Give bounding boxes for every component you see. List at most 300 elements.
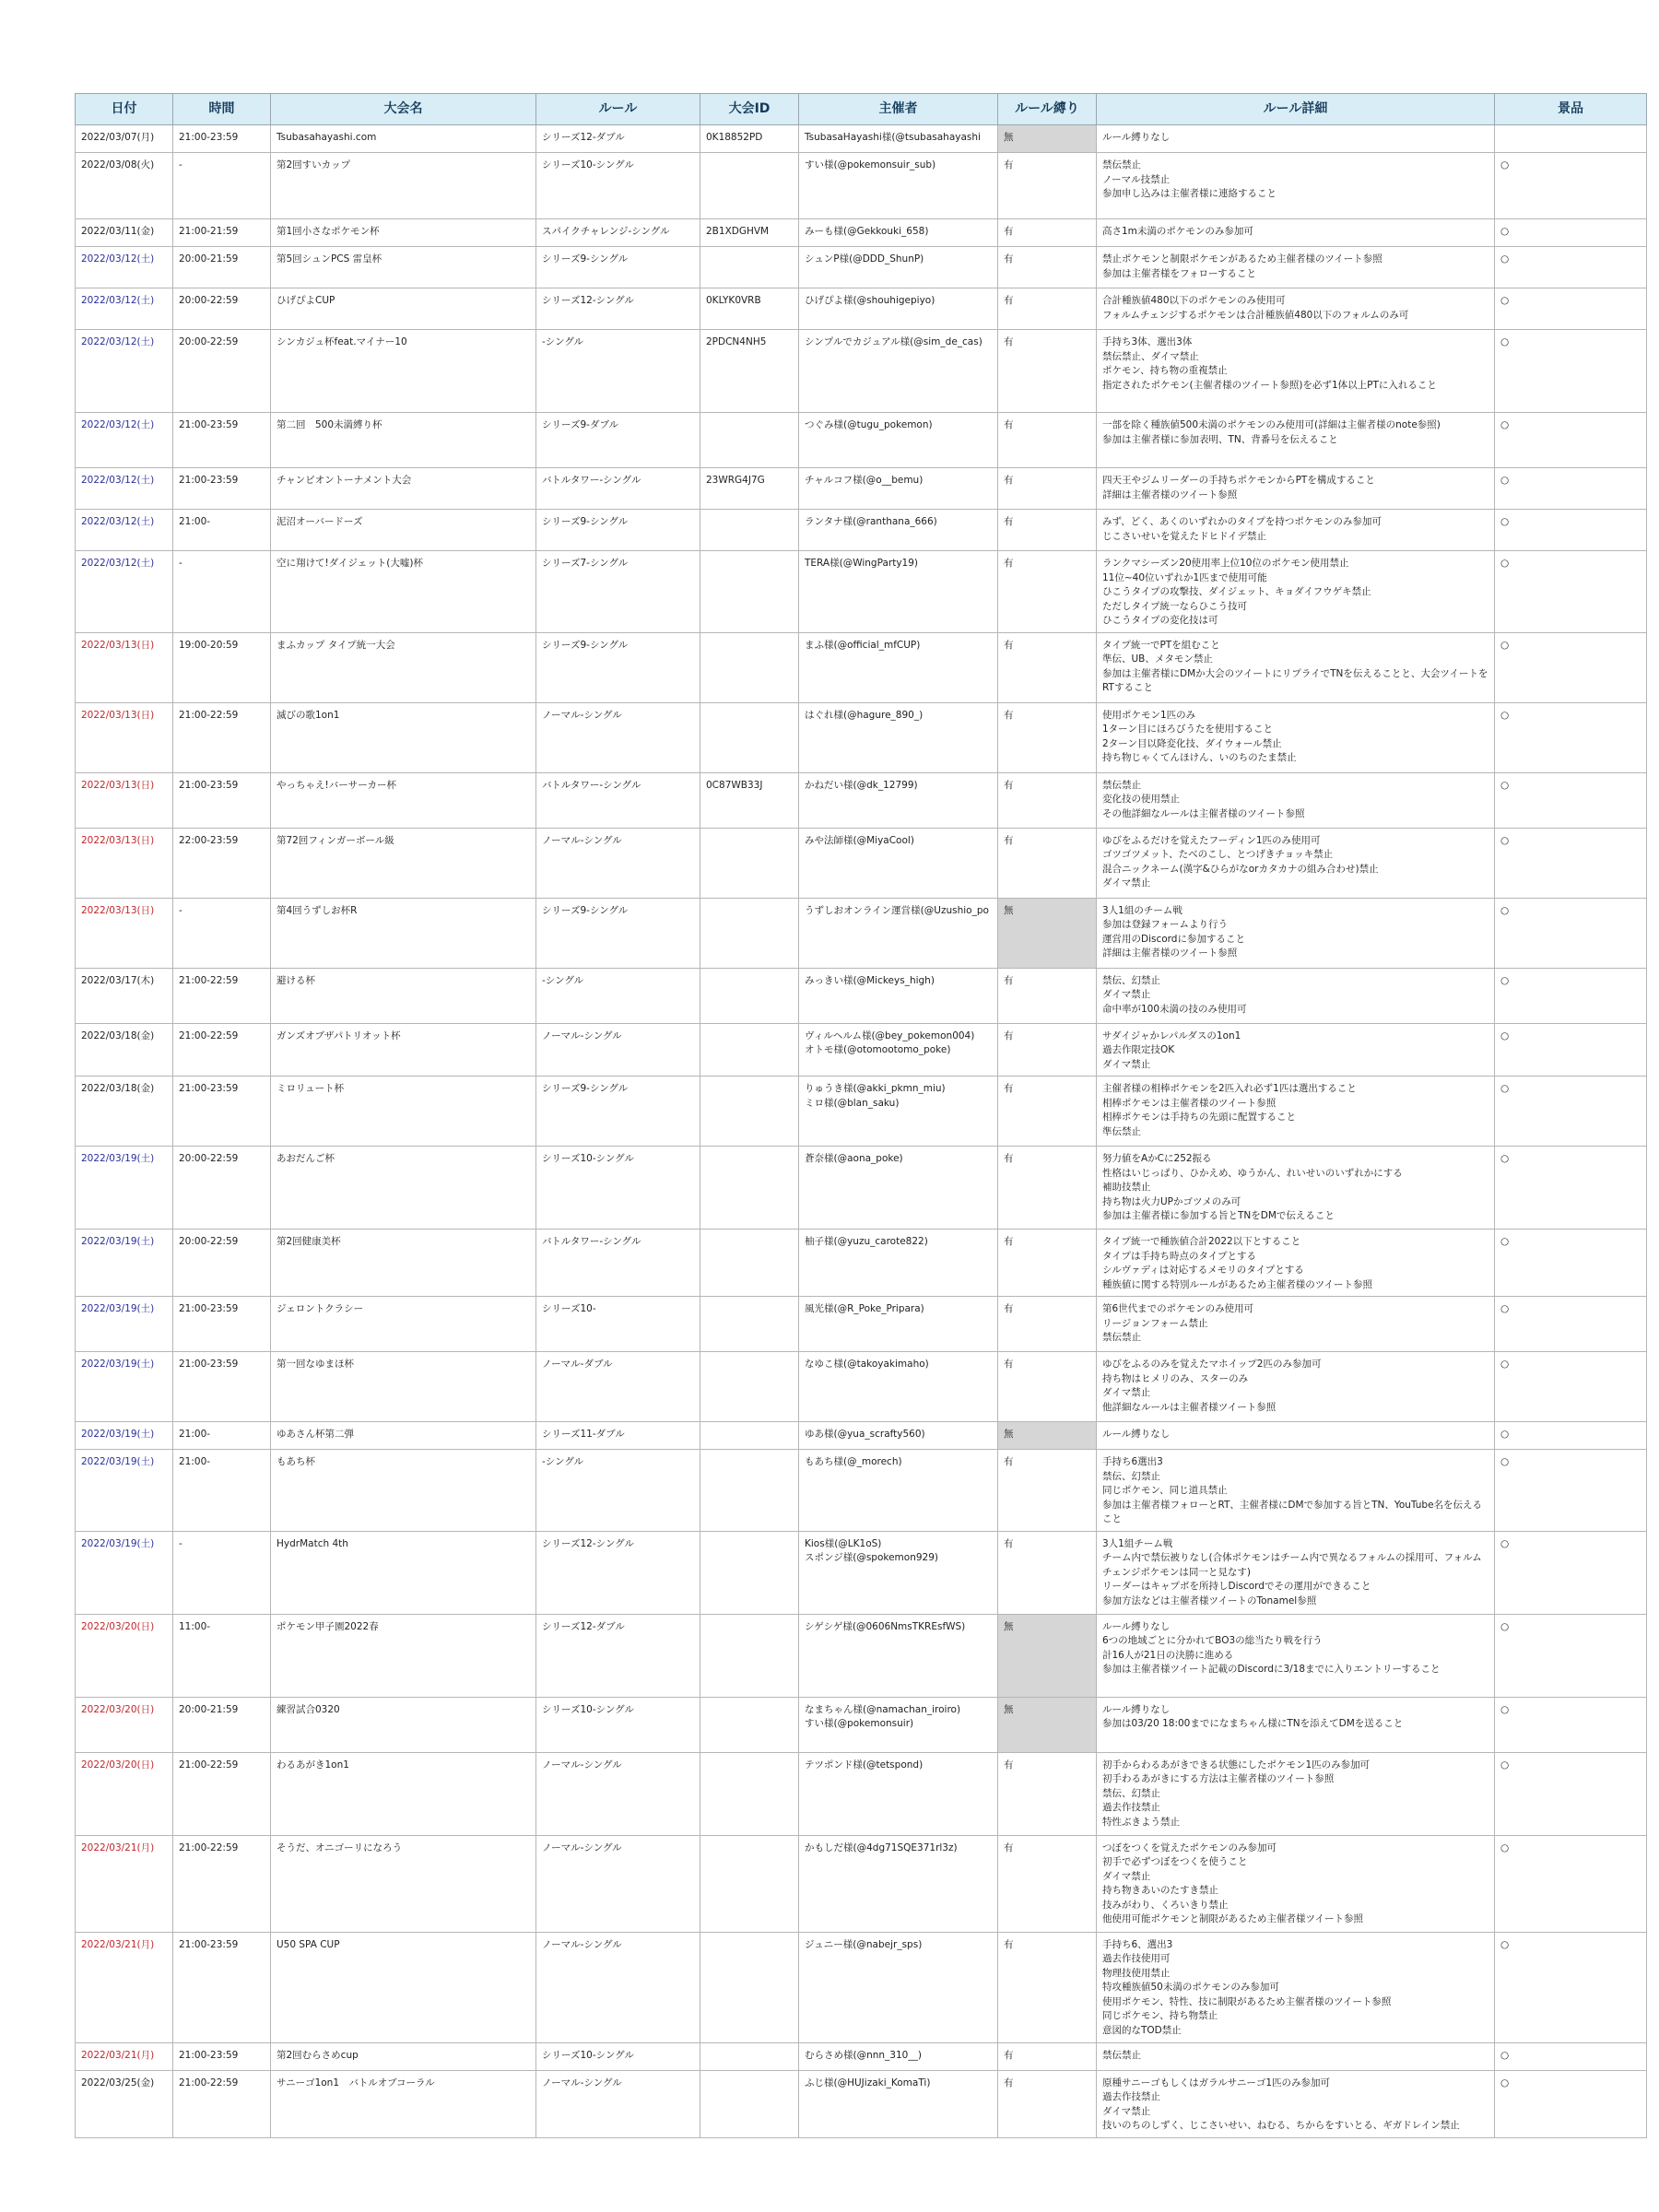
name-cell: 第一回なゆまほ杯 xyxy=(271,1352,536,1422)
details-cell-line: 1ターン目にほろびうたを使用すること xyxy=(1102,724,1273,735)
details-cell-line: 禁止ポケモンと制限ポケモンがあるため主催者様のツイート参照 xyxy=(1102,253,1382,265)
rule-cell: シリーズ12-ダブル xyxy=(536,1614,700,1697)
details-cell xyxy=(1097,413,1495,468)
host-cell xyxy=(799,968,998,1023)
bind-cell: 無 xyxy=(998,1422,1097,1450)
table-row xyxy=(76,828,1647,898)
date-cell: 2022/03/17(木) xyxy=(76,968,173,1023)
details-cell-line: 持ち物きあいのたすき禁止 xyxy=(1102,1885,1218,1896)
rule-cell: ノーマル-シングル xyxy=(536,828,700,898)
details-cell xyxy=(1097,702,1495,772)
details-cell-line: 初手で必ずつぼをつくを使うこと xyxy=(1102,1856,1248,1867)
time-cell: 11:00- xyxy=(173,1614,271,1697)
details-cell-line: 同じポケモン、持ち物禁止 xyxy=(1102,2010,1218,2021)
details-cell xyxy=(1097,468,1495,510)
prize-cell: ○ xyxy=(1495,1932,1647,2042)
details-cell-line: 参加は03/20 18:00までになまちゃん様にTNを添えてDMを送ること xyxy=(1102,1718,1404,1729)
host-cell xyxy=(799,153,998,219)
details-cell xyxy=(1097,551,1495,633)
host-cell xyxy=(799,1932,998,2042)
name-cell: 第4回うずしお杯R xyxy=(271,898,536,968)
host-cell-line: TERA様(@WingParty19) xyxy=(805,558,918,569)
table-row xyxy=(76,1077,1647,1147)
date-cell: 2022/03/12(土) xyxy=(76,288,173,330)
id-cell xyxy=(700,510,799,551)
details-cell-line: 同じポケモン、同じ道具禁止 xyxy=(1102,1485,1228,1496)
rule-cell: シリーズ10-シングル xyxy=(536,2042,700,2070)
bind-cell: 有 xyxy=(998,468,1097,510)
details-cell-line: ダイマ禁止 xyxy=(1102,989,1151,1000)
prize-cell: ○ xyxy=(1495,468,1647,510)
details-cell xyxy=(1097,1531,1495,1614)
date-cell: 2022/03/12(土) xyxy=(76,330,173,413)
details-cell-line: 手持ち6、選出3 xyxy=(1102,1938,1173,1950)
bind-cell: 有 xyxy=(998,1450,1097,1532)
id-cell xyxy=(700,2042,799,2070)
details-cell-line: 努力値をAかCに252振る xyxy=(1102,1153,1212,1164)
bind-cell: 有 xyxy=(998,828,1097,898)
name-cell: わるあがき1on1 xyxy=(271,1752,536,1835)
date-cell: 2022/03/19(土) xyxy=(76,1147,173,1230)
details-cell xyxy=(1097,1230,1495,1297)
name-cell: 第1回小さなポケモン杯 xyxy=(271,219,536,247)
id-cell: 23WRG4J7G xyxy=(700,468,799,510)
details-cell-line: 運営用のDiscordに参加すること xyxy=(1102,933,1245,945)
details-cell-line: 参加は主催者様に参加する旨とTNをDMで伝えること xyxy=(1102,1210,1335,1221)
rule-cell: シリーズ9-シングル xyxy=(536,1077,700,1147)
name-cell: あおだんご杯 xyxy=(271,1147,536,1230)
host-cell xyxy=(799,510,998,551)
time-cell: 21:00- xyxy=(173,1450,271,1532)
id-cell xyxy=(700,632,799,702)
details-cell-line: ランクマシーズン20使用率上位10位のポケモン使用禁止 xyxy=(1102,558,1349,569)
prize-cell: ○ xyxy=(1495,1835,1647,1932)
name-cell: 第2回すいカップ xyxy=(271,153,536,219)
details-cell-line: 相棒ポケモンは手持ちの先頭に配置すること xyxy=(1102,1112,1296,1123)
table-row xyxy=(76,153,1647,219)
details-cell-line: 四天王やジムリーダーの手持ちポケモンからPTを構成すること xyxy=(1102,475,1375,486)
prize-cell: ○ xyxy=(1495,330,1647,413)
time-cell: 20:00-22:59 xyxy=(173,330,271,413)
table-row xyxy=(76,330,1647,413)
details-cell-line: タイプ統一で種族値合計2022以下とすること xyxy=(1102,1236,1301,1247)
prize-cell: ○ xyxy=(1495,1230,1647,1297)
host-cell-line: シュンP様(@DDD_ShunP) xyxy=(805,253,924,265)
details-cell-line: みず、どく、あくのいずれかのタイプを持つポケモンのみ参加可 xyxy=(1102,516,1382,527)
prize-cell: ○ xyxy=(1495,1077,1647,1147)
name-cell: サニーゴ1on1 バトルオブコーラル xyxy=(271,2070,536,2137)
id-cell: 2PDCN4NH5 xyxy=(700,330,799,413)
details-cell-line: 初手からわるあがきできる状態にしたポケモン1匹のみ参加可 xyxy=(1102,1759,1371,1771)
details-cell xyxy=(1097,1422,1495,1450)
host-cell xyxy=(799,551,998,633)
details-cell-line: リーダーはキャプボを所持しDiscordでその運用ができること xyxy=(1102,1581,1371,1592)
prize-cell: ○ xyxy=(1495,1531,1647,1614)
time-cell: 20:00-21:59 xyxy=(173,1697,271,1752)
date-cell: 2022/03/12(土) xyxy=(76,551,173,633)
prize-cell: ○ xyxy=(1495,1614,1647,1697)
details-cell-line: 過去作技禁止 xyxy=(1102,1802,1160,1813)
details-cell-line: 他使用可能ポケモンと制限があるため主催者様ツイート参照 xyxy=(1102,1913,1363,1924)
details-cell-line: 禁伝禁止、ダイマ禁止 xyxy=(1102,350,1199,362)
bind-cell: 有 xyxy=(998,1230,1097,1297)
bind-cell: 有 xyxy=(998,153,1097,219)
details-cell xyxy=(1097,153,1495,219)
prize-cell: ○ xyxy=(1495,772,1647,828)
bind-cell: 有 xyxy=(998,247,1097,288)
details-cell-line: ダイマ禁止 xyxy=(1102,1387,1151,1398)
host-cell-line: テツポンド様(@tetspond) xyxy=(805,1759,924,1771)
tournament-table xyxy=(75,93,1647,2138)
host-cell-line: シゲシゲ様(@0606NmsTKREsfWS) xyxy=(805,1620,966,1632)
prize-cell: ○ xyxy=(1495,551,1647,633)
details-cell-line: ゴツゴツメット、たべのこし、とつげきチョッキ禁止 xyxy=(1102,849,1334,860)
prize-cell: ○ xyxy=(1495,1352,1647,1422)
prize-cell: ○ xyxy=(1495,1697,1647,1752)
name-cell: まふカップ タイプ統一大会 xyxy=(271,632,536,702)
date-cell: 2022/03/25(金) xyxy=(76,2070,173,2137)
time-cell: 21:00- xyxy=(173,510,271,551)
host-cell-line: ヴィルヘルム様(@bey_pokemon004) xyxy=(805,1030,975,1041)
rule-cell: バトルタワー-シングル xyxy=(536,1230,700,1297)
host-cell-line: まふ様(@official_mfCUP) xyxy=(805,639,921,651)
host-cell-line: TsubasaHayashi様(@tsubasahayashi xyxy=(805,132,981,143)
time-cell: 22:00-23:59 xyxy=(173,828,271,898)
id-cell xyxy=(700,1932,799,2042)
prize-cell: ○ xyxy=(1495,219,1647,247)
header-date: 日付 xyxy=(76,94,173,125)
bind-cell: 無 xyxy=(998,1614,1097,1697)
name-cell: ジェロントクラシー xyxy=(271,1297,536,1352)
details-cell xyxy=(1097,330,1495,413)
rule-cell: -シングル xyxy=(536,968,700,1023)
id-cell xyxy=(700,1614,799,1697)
prize-cell: ○ xyxy=(1495,1450,1647,1532)
host-cell xyxy=(799,1835,998,1932)
table-row xyxy=(76,772,1647,828)
details-cell xyxy=(1097,2070,1495,2137)
time-cell: - xyxy=(173,1531,271,1614)
details-cell-line: 意図的なTOD禁止 xyxy=(1102,2024,1182,2036)
rule-cell: シリーズ11-ダブル xyxy=(536,1422,700,1450)
date-cell: 2022/03/19(土) xyxy=(76,1297,173,1352)
details-cell-line: 種族値に関する特別ルールがあるため主催者様のツイート参照 xyxy=(1102,1278,1373,1290)
date-cell: 2022/03/12(土) xyxy=(76,247,173,288)
details-cell-line: シルヴァディは対応するメモリのタイプとする xyxy=(1102,1265,1304,1276)
name-cell: 第5回シュンPCS 雷皇杯 xyxy=(271,247,536,288)
bind-cell: 無 xyxy=(998,898,1097,968)
table-row xyxy=(76,551,1647,633)
details-cell xyxy=(1097,125,1495,153)
rule-cell: シリーズ10-シングル xyxy=(536,1147,700,1230)
id-cell xyxy=(700,1023,799,1077)
details-cell-line: 変化技の使用禁止 xyxy=(1102,794,1180,805)
details-cell xyxy=(1097,219,1495,247)
rule-cell: シリーズ12-シングル xyxy=(536,288,700,330)
details-cell-line: 詳細は主催者様のツイート参照 xyxy=(1102,488,1238,500)
host-cell xyxy=(799,2042,998,2070)
bind-cell: 有 xyxy=(998,219,1097,247)
details-cell xyxy=(1097,1297,1495,1352)
host-cell-line: すい様(@pokemonsuir_sub) xyxy=(805,159,936,171)
id-cell xyxy=(700,1230,799,1297)
table-row xyxy=(76,968,1647,1023)
time-cell: 21:00-23:59 xyxy=(173,1297,271,1352)
rule-cell: シリーズ12-ダブル xyxy=(536,125,700,153)
table-row xyxy=(76,1422,1647,1450)
details-cell-line: 特攻種族値50未満のポケモンのみ参加可 xyxy=(1102,1982,1279,1993)
table-row xyxy=(76,702,1647,772)
host-cell xyxy=(799,1023,998,1077)
details-cell xyxy=(1097,1752,1495,1835)
details-cell-line: ダイマ禁止 xyxy=(1102,877,1151,888)
prize-cell: ○ xyxy=(1495,1422,1647,1450)
details-cell-line: 第6世代までのポケモンのみ使用可 xyxy=(1102,1303,1254,1314)
details-cell xyxy=(1097,1450,1495,1532)
host-cell-line: なまちゃん様(@namachan_iroiro) xyxy=(805,1703,961,1715)
name-cell: HydrMatch 4th xyxy=(271,1531,536,1614)
bind-cell: 有 xyxy=(998,1835,1097,1932)
details-cell xyxy=(1097,1697,1495,1752)
host-cell xyxy=(799,828,998,898)
rule-cell: シリーズ9-ダブル xyxy=(536,413,700,468)
id-cell: 0K18852PD xyxy=(700,125,799,153)
table-row xyxy=(76,1531,1647,1614)
bind-cell: 有 xyxy=(998,772,1097,828)
details-cell xyxy=(1097,288,1495,330)
bind-cell: 有 xyxy=(998,2070,1097,2137)
bind-cell: 有 xyxy=(998,1932,1097,2042)
details-cell-line: 過去作限定技OK xyxy=(1102,1044,1175,1055)
host-cell-line: ひげぴよ様(@shouhigepiyo) xyxy=(805,295,935,306)
header-row xyxy=(76,94,1647,125)
bind-cell: 有 xyxy=(998,702,1097,772)
host-cell-line: ミロ様(@blan_saku) xyxy=(805,1097,900,1109)
rule-cell: -シングル xyxy=(536,330,700,413)
details-cell-line: 物理技使用禁止 xyxy=(1102,1967,1171,1979)
time-cell: 21:00-23:59 xyxy=(173,772,271,828)
date-cell: 2022/03/19(土) xyxy=(76,1531,173,1614)
date-cell: 2022/03/20(日) xyxy=(76,1697,173,1752)
details-cell-line: 合計種族値480以下のポケモンのみ使用可 xyxy=(1102,295,1286,306)
details-cell-line: 禁伝禁止 xyxy=(1102,159,1141,171)
name-cell: Tsubasahayashi.com xyxy=(271,125,536,153)
host-cell-line: なゆこ様(@takoyakimaho) xyxy=(805,1359,929,1370)
id-cell xyxy=(700,1835,799,1932)
details-cell-line: ルール縛りなし xyxy=(1102,132,1171,143)
host-cell-line: 風光様(@R_Poke_Pripara) xyxy=(805,1303,924,1314)
details-cell-line: 3人1組のチーム戦 xyxy=(1102,904,1182,916)
table-row xyxy=(76,1297,1647,1352)
prize-cell: ○ xyxy=(1495,702,1647,772)
id-cell xyxy=(700,1450,799,1532)
details-cell-line: 使用ポケモン1匹のみ xyxy=(1102,709,1196,721)
host-cell xyxy=(799,1077,998,1147)
details-cell-line: ダイマ禁止 xyxy=(1102,1058,1151,1070)
header-bind: ルール縛り xyxy=(998,94,1097,125)
host-cell xyxy=(799,247,998,288)
host-cell xyxy=(799,1230,998,1297)
date-cell: 2022/03/12(土) xyxy=(76,510,173,551)
bind-cell: 有 xyxy=(998,288,1097,330)
table-row xyxy=(76,1023,1647,1077)
table-row xyxy=(76,510,1647,551)
date-cell: 2022/03/08(火) xyxy=(76,153,173,219)
details-cell-line: 準伝、UB、メタモン禁止 xyxy=(1102,653,1213,665)
host-cell xyxy=(799,468,998,510)
details-cell-line: 参加申し込みは主催者様に連絡すること xyxy=(1102,188,1277,199)
name-cell: 第72回フィンガーボール級 xyxy=(271,828,536,898)
time-cell: 20:00-22:59 xyxy=(173,1230,271,1297)
details-cell-line: 3人1組チーム戦 xyxy=(1102,1537,1173,1549)
date-cell: 2022/03/20(日) xyxy=(76,1752,173,1835)
rule-cell: ノーマル-シングル xyxy=(536,702,700,772)
date-cell: 2022/03/13(日) xyxy=(76,828,173,898)
details-cell-line: 参加は主催者様フォローとRT、主催者様にDMで参加する旨とTN、YouTube名を伝えること xyxy=(1102,1499,1483,1524)
prize-cell: ○ xyxy=(1495,1752,1647,1835)
rule-cell: シリーズ10-シングル xyxy=(536,153,700,219)
details-cell-line: ダイマ禁止 xyxy=(1102,1870,1151,1882)
table-row xyxy=(76,2042,1647,2070)
rule-cell: ノーマル-シングル xyxy=(536,1835,700,1932)
id-cell xyxy=(700,702,799,772)
details-cell xyxy=(1097,632,1495,702)
details-cell-line: 使用ポケモン、特性、技に制限があるため主催者様のツイート参照 xyxy=(1102,1995,1392,2007)
host-cell-line: むらさめ様(@nnn_310__) xyxy=(805,2049,922,2061)
details-cell-line: ゆびをふるのみを覚えたマホイップ2匹のみ参加可 xyxy=(1102,1359,1322,1370)
details-cell-line: 指定されたポケモン(主催者様のツイート参照)を必ず1体以上PTに入れること xyxy=(1102,379,1437,391)
name-cell: 避ける杯 xyxy=(271,968,536,1023)
header-rule: ルール xyxy=(536,94,700,125)
prize-cell xyxy=(1495,125,1647,153)
bind-cell: 有 xyxy=(998,1352,1097,1422)
id-cell xyxy=(700,828,799,898)
rule-cell: シリーズ9-シングル xyxy=(536,510,700,551)
rule-cell: ノーマル-シングル xyxy=(536,1023,700,1077)
prize-cell: ○ xyxy=(1495,1147,1647,1230)
bind-cell: 有 xyxy=(998,1752,1097,1835)
id-cell: 0C87WB33J xyxy=(700,772,799,828)
details-cell xyxy=(1097,828,1495,898)
table-row xyxy=(76,632,1647,702)
host-cell xyxy=(799,330,998,413)
host-cell-line: ゆあ様(@yua_scrafty560) xyxy=(805,1429,925,1440)
id-cell xyxy=(700,1297,799,1352)
date-cell: 2022/03/19(土) xyxy=(76,1450,173,1532)
name-cell: 泥沼オーバードーズ xyxy=(271,510,536,551)
id-cell: 0KLYK0VRB xyxy=(700,288,799,330)
name-cell: ガンズオブザパトリオット杯 xyxy=(271,1023,536,1077)
host-cell-line: ふじ様(@HUJizaki_KomaTi) xyxy=(805,2077,931,2088)
date-cell: 2022/03/21(月) xyxy=(76,1932,173,2042)
table-row xyxy=(76,1147,1647,1230)
bind-cell: 有 xyxy=(998,330,1097,413)
details-cell-line: ダイマ禁止 xyxy=(1102,2105,1151,2117)
details-cell xyxy=(1097,772,1495,828)
bind-cell: 無 xyxy=(998,125,1097,153)
rule-cell: バトルタワー-シングル xyxy=(536,468,700,510)
details-cell-line: 技いのちのしずく、じこさいせい、ねむる、ちからをすいとる、ギガドレイン禁止 xyxy=(1102,2120,1460,2131)
rule-cell: バトルタワー-シングル xyxy=(536,772,700,828)
time-cell: 21:00-23:59 xyxy=(173,125,271,153)
details-cell-line: 主催者様の相棒ポケモンを2匹入れ必ず1匹は選出すること xyxy=(1102,1083,1357,1094)
bind-cell: 有 xyxy=(998,1023,1097,1077)
host-cell-line: シンプルでカジュアル様(@sim_de_cas) xyxy=(805,336,982,347)
host-cell-line: すい様(@pokemonsuir) xyxy=(805,1718,914,1729)
details-cell-line: 禁伝、幻禁止 xyxy=(1102,1470,1160,1482)
details-cell-line: 相棒ポケモンは主催者様のツイート参照 xyxy=(1102,1097,1277,1109)
rule-cell: ノーマル-シングル xyxy=(536,2070,700,2137)
rule-cell: ノーマル-シングル xyxy=(536,1752,700,1835)
date-cell: 2022/03/20(日) xyxy=(76,1614,173,1697)
details-cell xyxy=(1097,968,1495,1023)
host-cell xyxy=(799,125,998,153)
rule-cell: ノーマル-ダブル xyxy=(536,1352,700,1422)
details-cell xyxy=(1097,1077,1495,1147)
date-cell: 2022/03/11(金) xyxy=(76,219,173,247)
time-cell: 21:00-22:59 xyxy=(173,1835,271,1932)
host-cell xyxy=(799,1297,998,1352)
rule-cell: スパイクチャレンジ-シングル xyxy=(536,219,700,247)
details-cell-line: 性格はいじっぱり、ひかえめ、ゆうかん、れいせいのいずれかにする xyxy=(1102,1167,1403,1179)
host-cell-line: Kios様(@LK1oS) xyxy=(805,1537,882,1549)
time-cell: 21:00-21:59 xyxy=(173,219,271,247)
details-cell-line: じこさいせいを覚えたドヒドイデ禁止 xyxy=(1102,530,1266,542)
details-cell-line: ひこうタイプの攻撃技、ダイジェット、キョダイフウゲキ禁止 xyxy=(1102,586,1371,597)
details-cell xyxy=(1097,1147,1495,1230)
host-cell xyxy=(799,1352,998,1422)
details-cell xyxy=(1097,1932,1495,2042)
table-row xyxy=(76,219,1647,247)
rule-cell: シリーズ10-シングル xyxy=(536,1697,700,1752)
host-cell xyxy=(799,1614,998,1697)
details-cell-line: 参加方法などは主催者様ツイートのTonamel参照 xyxy=(1102,1594,1317,1606)
rule-cell: -シングル xyxy=(536,1450,700,1532)
time-cell: 21:00-22:59 xyxy=(173,968,271,1023)
details-cell-line: 過去作技使用可 xyxy=(1102,1953,1171,1964)
details-cell xyxy=(1097,247,1495,288)
time-cell: - xyxy=(173,153,271,219)
host-cell xyxy=(799,898,998,968)
time-cell: 21:00-23:59 xyxy=(173,1932,271,2042)
host-cell-line: 蒼奈様(@aona_poke) xyxy=(805,1153,903,1164)
host-cell xyxy=(799,1422,998,1450)
host-cell-line: ランタナ様(@ranthana_666) xyxy=(805,516,937,527)
name-cell: ひげぴよCUP xyxy=(271,288,536,330)
host-cell-line: みーも様(@Gekkouki_658) xyxy=(805,226,929,237)
details-cell-line: タイプは手持ち時点のタイプとする xyxy=(1102,1250,1256,1262)
table-row xyxy=(76,1450,1647,1532)
time-cell: 20:00-22:59 xyxy=(173,288,271,330)
rule-cell: シリーズ12-シングル xyxy=(536,1531,700,1614)
details-cell-line: サダイジャかレパルダスの1on1 xyxy=(1102,1030,1241,1041)
details-cell-line: 準伝禁止 xyxy=(1102,1125,1141,1137)
time-cell: 21:00-22:59 xyxy=(173,2070,271,2137)
details-cell-line: タイプ統一でPTを組むこと xyxy=(1102,639,1220,651)
details-cell-line: その他詳細なルールは主催者様のツイート参照 xyxy=(1102,807,1305,819)
time-cell: 21:00-23:59 xyxy=(173,2042,271,2070)
details-cell-line: 手持ち6選出3 xyxy=(1102,1456,1163,1467)
date-cell: 2022/03/13(日) xyxy=(76,772,173,828)
name-cell: 空に翔けて!ダイジェット(大嘘)杯 xyxy=(271,551,536,633)
host-cell-line: みや法師様(@MiyaCool) xyxy=(805,834,914,846)
time-cell: 21:00-22:59 xyxy=(173,702,271,772)
details-cell-line: 過去作技禁止 xyxy=(1102,2091,1160,2102)
details-cell-line: 参加は主催者様をフォローすること xyxy=(1102,267,1256,279)
table-row xyxy=(76,1230,1647,1297)
header-details: ルール詳細 xyxy=(1097,94,1495,125)
details-cell-line: 補助技禁止 xyxy=(1102,1182,1151,1193)
